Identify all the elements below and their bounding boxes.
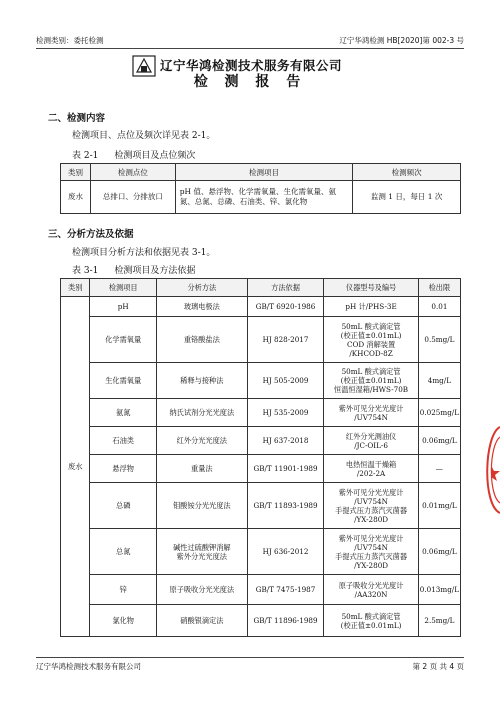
method-cell: 硝酸银滴定法	[156, 605, 247, 637]
item-cell: pH	[90, 297, 157, 317]
basis-cell: HJ 636-2012	[247, 529, 324, 575]
column-header: 仪器型号及编号	[324, 279, 418, 297]
basis-cell: GB/T 11896-1989	[247, 605, 324, 637]
table-2-1-title: 检测项目及点位频次	[114, 151, 196, 161]
category-cell: 废水	[61, 297, 90, 637]
method-cell: 重量法	[156, 455, 247, 483]
limit-cell: 4mg/L	[418, 363, 460, 399]
instrument-cell: 紫外可见分光光度计 /UV754N 手提式压力蒸汽灭菌器 /YX-280D	[324, 529, 418, 575]
table-row	[61, 529, 461, 575]
table-3-1-caption	[72, 263, 211, 276]
table-row	[61, 317, 461, 363]
footer-divider	[36, 657, 464, 658]
instrument-cell: 50mL 酸式滴定管 (校正值±0.01mL) COD 消解装置 /KHCOD-8Z	[324, 317, 418, 363]
instrument-cell: 原子吸收分光光度计 /AA320N	[324, 575, 418, 605]
table-row	[61, 483, 461, 529]
section-content-text: 检测项目、点位及频次详见表 2-1。	[72, 131, 216, 141]
limit-cell: —	[418, 455, 460, 483]
basis-cell: HJ 828-2017	[247, 317, 324, 363]
limit-cell: 0.5mg/L	[418, 317, 460, 363]
table-3-1-title: 检测项目及方法依据	[114, 266, 196, 276]
table-3-1	[60, 278, 461, 637]
table-2-1-caption	[72, 148, 211, 161]
item-cell: 氯化物	[90, 605, 157, 637]
instrument-cell: 电热恒温干燥箱 /202-2A	[324, 455, 418, 483]
limit-cell: 0.06mg/L	[418, 427, 460, 455]
table-2-1	[60, 163, 461, 214]
method-cell: 玻璃电极法	[156, 297, 247, 317]
red-seal-stamp	[478, 425, 500, 515]
table-row	[61, 455, 461, 483]
column-header: 检测项目	[90, 279, 157, 297]
basis-cell: HJ 535-2009	[247, 399, 324, 427]
limit-cell: 0.06mg/L	[418, 529, 460, 575]
item-cell: 总氮	[90, 529, 157, 575]
table-row	[61, 605, 461, 637]
report-number: 辽宁华鸿检测 HB[2020]第 002-3 号	[339, 36, 464, 45]
table-row	[61, 297, 461, 317]
method-cell: 碱性过硫酸钾消解 紫外分光光度法	[156, 529, 247, 575]
column-header: 方法依据	[247, 279, 324, 297]
item-cell: 生化需氧量	[90, 363, 157, 399]
company-name: 辽宁华鸿检测技术服务有限公司	[160, 58, 343, 73]
instrument-cell: 紫外可见分光光度计 /UV754N	[324, 399, 418, 427]
method-cell: 钼酸铵分光光度法	[156, 483, 247, 529]
column-header: 检出限	[418, 279, 460, 297]
method-cell: 原子吸收分光光度法	[156, 575, 247, 605]
basis-cell: HJ 505-2009	[247, 363, 324, 399]
section-heading-methods: 三、分析方法及依据	[48, 229, 134, 240]
item-cell: 总磷	[90, 483, 157, 529]
report-category: 检测类别：委托检测	[36, 36, 104, 45]
column-header: 检测频次	[353, 164, 461, 181]
limit-cell: 0.025mg/L	[418, 399, 460, 427]
method-cell: 稀释与接种法	[156, 363, 247, 399]
items-cell: pH 值、悬浮物、化学需氧量、生化需氧量、氨氮、总氮、总磷、石油类、锌、氯化物	[175, 181, 353, 214]
limit-cell: 2.5mg/L	[418, 605, 460, 637]
table-2-1-number: 表 2-1	[72, 151, 99, 161]
column-header: 检测点位	[90, 164, 175, 181]
table-3-1-number: 表 3-1	[72, 266, 99, 276]
category-cell: 废水	[61, 181, 91, 214]
item-cell: 石油类	[90, 427, 157, 455]
table-row	[61, 181, 461, 214]
header-divider	[36, 48, 464, 49]
table-row	[61, 575, 461, 605]
table-header-row	[61, 164, 461, 181]
method-cell: 红外分光光度法	[156, 427, 247, 455]
page-header	[36, 33, 464, 49]
instrument-cell: 红外分光测油仪 /JC-OIL-6	[324, 427, 418, 455]
table-row	[61, 399, 461, 427]
limit-cell: 0.013mg/L	[418, 575, 460, 605]
limit-cell: 0.01mg/L	[418, 483, 460, 529]
column-header: 检测项目	[175, 164, 353, 181]
column-header: 分析方法	[156, 279, 247, 297]
column-header: 类别	[61, 164, 91, 181]
table-row	[61, 363, 461, 399]
instrument-cell: 50mL 酸式滴定管 (校正值±0.01mL)	[324, 605, 418, 637]
item-cell: 锌	[90, 575, 157, 605]
page-number: 第 2 页 共 4 页	[412, 662, 464, 671]
basis-cell: GB/T 11893-1989	[247, 483, 324, 529]
item-cell: 氨氮	[90, 399, 157, 427]
method-cell: 重铬酸盐法	[156, 317, 247, 363]
instrument-cell: 50mL 酸式滴定管 (校正值±0.01mL) 恒温恒湿箱/HWS-70B	[324, 363, 418, 399]
basis-cell: GB/T 6920-1986	[247, 297, 324, 317]
item-cell: 化学需氧量	[90, 317, 157, 363]
basis-cell: GB/T 11901-1989	[247, 455, 324, 483]
basis-cell: HJ 637-2018	[247, 427, 324, 455]
page-footer	[36, 661, 464, 673]
table-row	[61, 427, 461, 455]
report-title: 检 测 报 告	[193, 74, 307, 90]
section-methods-text: 检测项目分析方法和依据见表 3-1。	[72, 248, 216, 258]
instrument-cell: 紫外可见分光光度计 /UV754N 手提式压力蒸汽灭菌器 /YX-280D	[324, 483, 418, 529]
table-header-row	[61, 279, 461, 297]
method-cell: 纳氏试剂分光光度法	[156, 399, 247, 427]
frequency-cell: 监测 1 日，每日 1 次	[353, 181, 461, 214]
footer-company: 辽宁华鸿检测技术服务有限公司	[36, 662, 141, 671]
limit-cell: 0.01	[418, 297, 460, 317]
basis-cell: GB/T 7475-1987	[247, 575, 324, 605]
point-cell: 总排口、分排放口	[90, 181, 175, 214]
item-cell: 悬浮物	[90, 455, 157, 483]
instrument-cell: pH 计/PHS-3E	[324, 297, 418, 317]
column-header: 类别	[61, 279, 90, 297]
section-heading-content: 二、检测内容	[48, 113, 106, 124]
